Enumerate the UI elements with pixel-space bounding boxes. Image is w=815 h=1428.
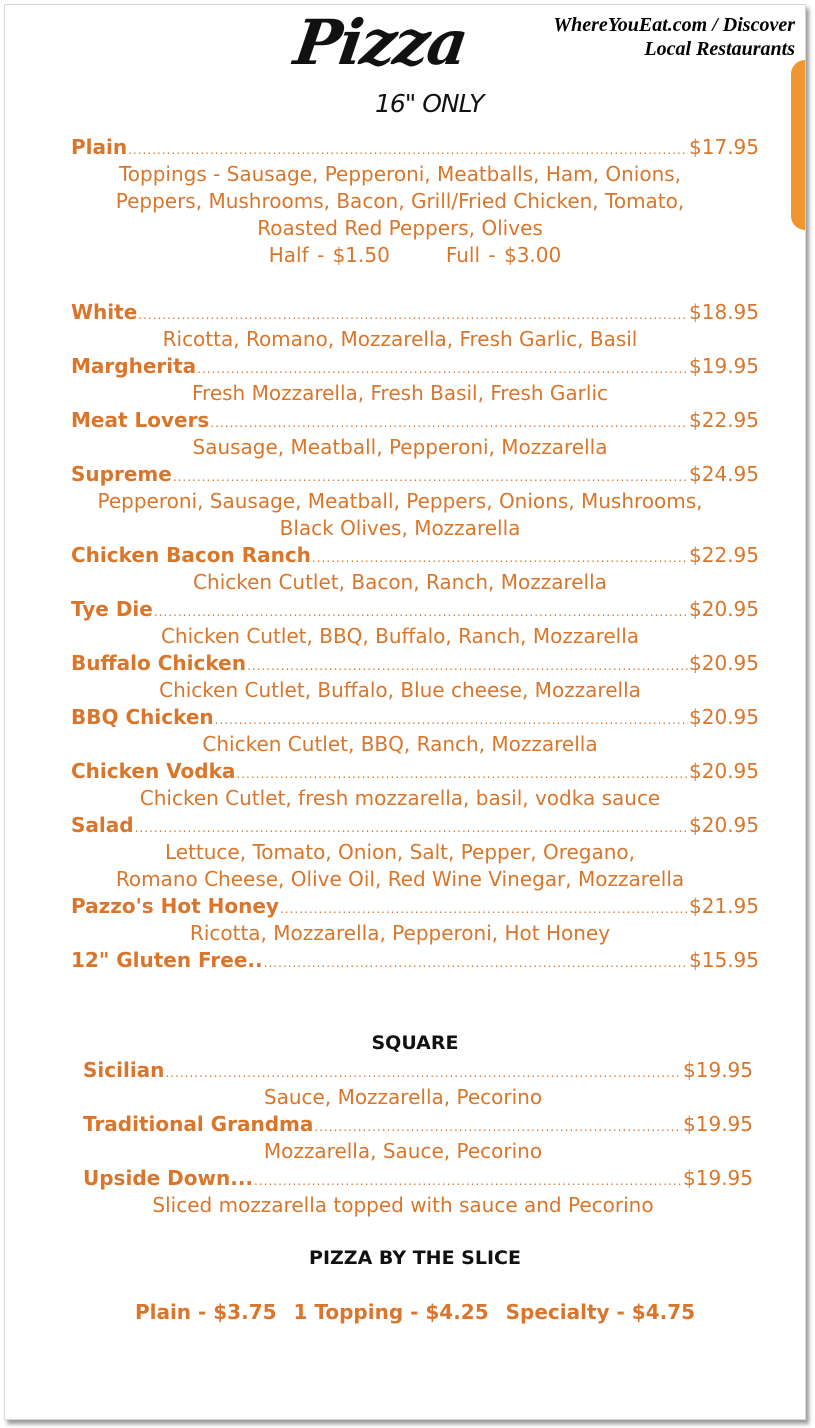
menu-item-description: Pepperoni, Sausage, Meatball, Peppers, Onions, Mushrooms,: [97, 489, 703, 513]
menu-item-price: $22.95: [689, 543, 759, 567]
menu-title: Pizza: [289, 6, 471, 79]
menu-item-name: 12" Gluten Free..: [71, 948, 263, 972]
dot-leader: [128, 137, 688, 164]
dot-leader: [197, 356, 688, 383]
menu-item-price: $20.95: [689, 705, 759, 729]
menu-item-description: Black Olives, Mozzarella: [279, 516, 521, 540]
menu-item-name: Upside Down...: [83, 1166, 254, 1190]
menu-item-row: [71, 704, 759, 731]
menu-item-name: Sicilian: [83, 1058, 165, 1082]
menu-item-name: Traditional Grandma: [83, 1112, 314, 1136]
slice-heading: PIZZA BY THE SLICE: [309, 1247, 521, 1269]
dot-leader: [173, 464, 688, 491]
menu-item-description: Chicken Cutlet, BBQ, Buffalo, Ranch, Mozzarella: [160, 624, 640, 648]
menu-item-row: [71, 461, 759, 488]
watermark: WhereYouEat.com / Discover Local Restaurants: [553, 14, 795, 60]
menu-item-description: Peppers, Mushrooms, Bacon, Grill/Fried Chicken, Tomato,: [115, 189, 685, 213]
menu-item-price: $19.95: [683, 1058, 753, 1082]
menu-item-row: [83, 1057, 753, 1084]
menu-page: [4, 4, 806, 1420]
menu-item-price: $15.95: [689, 948, 759, 972]
menu-item-price: $21.95: [689, 894, 759, 918]
menu-item-price: $20.95: [689, 813, 759, 837]
menu-item-row: [71, 407, 759, 434]
square-heading: SQUARE: [371, 1032, 459, 1054]
menu-item-price: $20.95: [689, 759, 759, 783]
menu-item-name: Chicken Vodka: [71, 759, 236, 783]
menu-item-row: [71, 893, 759, 920]
menu-item-price: $22.95: [689, 408, 759, 432]
menu-item-price: $20.95: [689, 597, 759, 621]
menu-item-row: [83, 1165, 753, 1192]
menu-item-description: Sauce, Mozzarella, Pecorino: [263, 1085, 543, 1109]
menu-item-name: Meat Lovers: [71, 408, 210, 432]
square-list: [71, 1057, 759, 1219]
menu-item-name: Buffalo Chicken: [71, 651, 246, 675]
menu-item-description: Roasted Red Peppers, Olives: [257, 216, 543, 240]
menu-item-row: [71, 812, 759, 839]
menu-item-description: Sausage, Meatball, Pepperoni, Mozzarella: [192, 435, 608, 459]
menu-item-description: Chicken Cutlet, BBQ, Ranch, Mozzarella: [202, 732, 598, 756]
menu-item-name: Margherita: [71, 354, 197, 378]
menu-item-price: $24.95: [689, 462, 759, 486]
menu-item-description: Chicken Cutlet, Buffalo, Blue cheese, Mozzarella: [159, 678, 641, 702]
menu-item-price: $19.95: [683, 1166, 753, 1190]
slice-price-plain: Plain - $3.75: [134, 1300, 277, 1324]
slice-prices: [71, 1300, 759, 1324]
dot-leader: [215, 707, 688, 734]
topping-half-price: Half - $1.50: [268, 243, 390, 267]
dot-leader: [165, 1060, 682, 1087]
pizza-list: [71, 134, 759, 974]
menu-item-description: Mozzarella, Sauce, Pecorino: [263, 1139, 543, 1163]
menu-item-price: $19.95: [683, 1112, 753, 1136]
dot-leader: [210, 410, 688, 437]
menu-item-price: $18.95: [689, 300, 759, 324]
menu-item-name: Salad: [71, 813, 134, 837]
menu-item-name: White: [71, 300, 138, 324]
dot-leader: [254, 1168, 682, 1195]
menu-item-description: Chicken Cutlet, Bacon, Ranch, Mozzarella: [193, 570, 607, 594]
dot-leader: [314, 1114, 682, 1141]
dot-leader: [154, 599, 688, 626]
orange-swoosh-decoration: [791, 60, 805, 230]
menu-item-description: Romano Cheese, Olive Oil, Red Wine Vinegar, Mozzarella: [115, 867, 685, 891]
menu-item-row: [71, 947, 759, 974]
menu-subtitle: 16" ONLY: [375, 89, 484, 118]
slice-price-topping: 1 Topping - $4.25: [293, 1300, 489, 1324]
dot-leader: [280, 896, 688, 923]
menu-item-row: [83, 1111, 753, 1138]
dot-leader: [264, 950, 688, 977]
topping-prices: [71, 242, 759, 269]
menu-item-description: Toppings - Sausage, Pepperoni, Meatballs, Ham, Onions,: [118, 162, 682, 186]
spacer: [71, 269, 759, 299]
menu-item-description: Ricotta, Mozzarella, Pepperoni, Hot Honey: [189, 921, 611, 945]
menu-item-price: $19.95: [689, 354, 759, 378]
menu-item-row: [71, 353, 759, 380]
menu-item-row: [71, 650, 759, 677]
dot-leader: [247, 653, 688, 680]
menu-item-row: [71, 299, 759, 326]
dot-leader: [135, 815, 688, 842]
menu-item-row: [71, 596, 759, 623]
menu-item-description: Fresh Mozzarella, Fresh Basil, Fresh Garlic: [192, 381, 608, 405]
menu-item-name: Tye Die: [71, 597, 153, 621]
menu-item-description: Ricotta, Romano, Mozzarella, Fresh Garlic, Basil: [162, 327, 638, 351]
menu-item-description: Lettuce, Tomato, Onion, Salt, Pepper, Oregano,: [164, 840, 636, 864]
menu-item-price: $17.95: [689, 135, 759, 159]
menu-item-name: Supreme: [71, 462, 172, 486]
menu-body: [71, 134, 759, 1324]
menu-item-row: [71, 758, 759, 785]
dot-leader: [312, 545, 688, 572]
menu-item-price: $20.95: [689, 651, 759, 675]
menu-item-description: Sliced mozzarella topped with sauce and Pecorino: [152, 1193, 654, 1217]
menu-item-name: BBQ Chicken: [71, 705, 214, 729]
dot-leader: [138, 302, 688, 329]
dot-leader: [236, 761, 688, 788]
menu-item-name: Pazzo's Hot Honey: [71, 894, 279, 918]
menu-item-row: [71, 134, 759, 161]
menu-item-name: Plain: [71, 135, 128, 159]
menu-item-row: [71, 542, 759, 569]
menu-item-description: Chicken Cutlet, fresh mozzarella, basil, vodka sauce: [139, 786, 661, 810]
menu-item-name: Chicken Bacon Ranch: [71, 543, 311, 567]
topping-full-price: Full - $3.00: [445, 243, 562, 267]
slice-price-specialty: Specialty - $4.75: [505, 1300, 696, 1324]
